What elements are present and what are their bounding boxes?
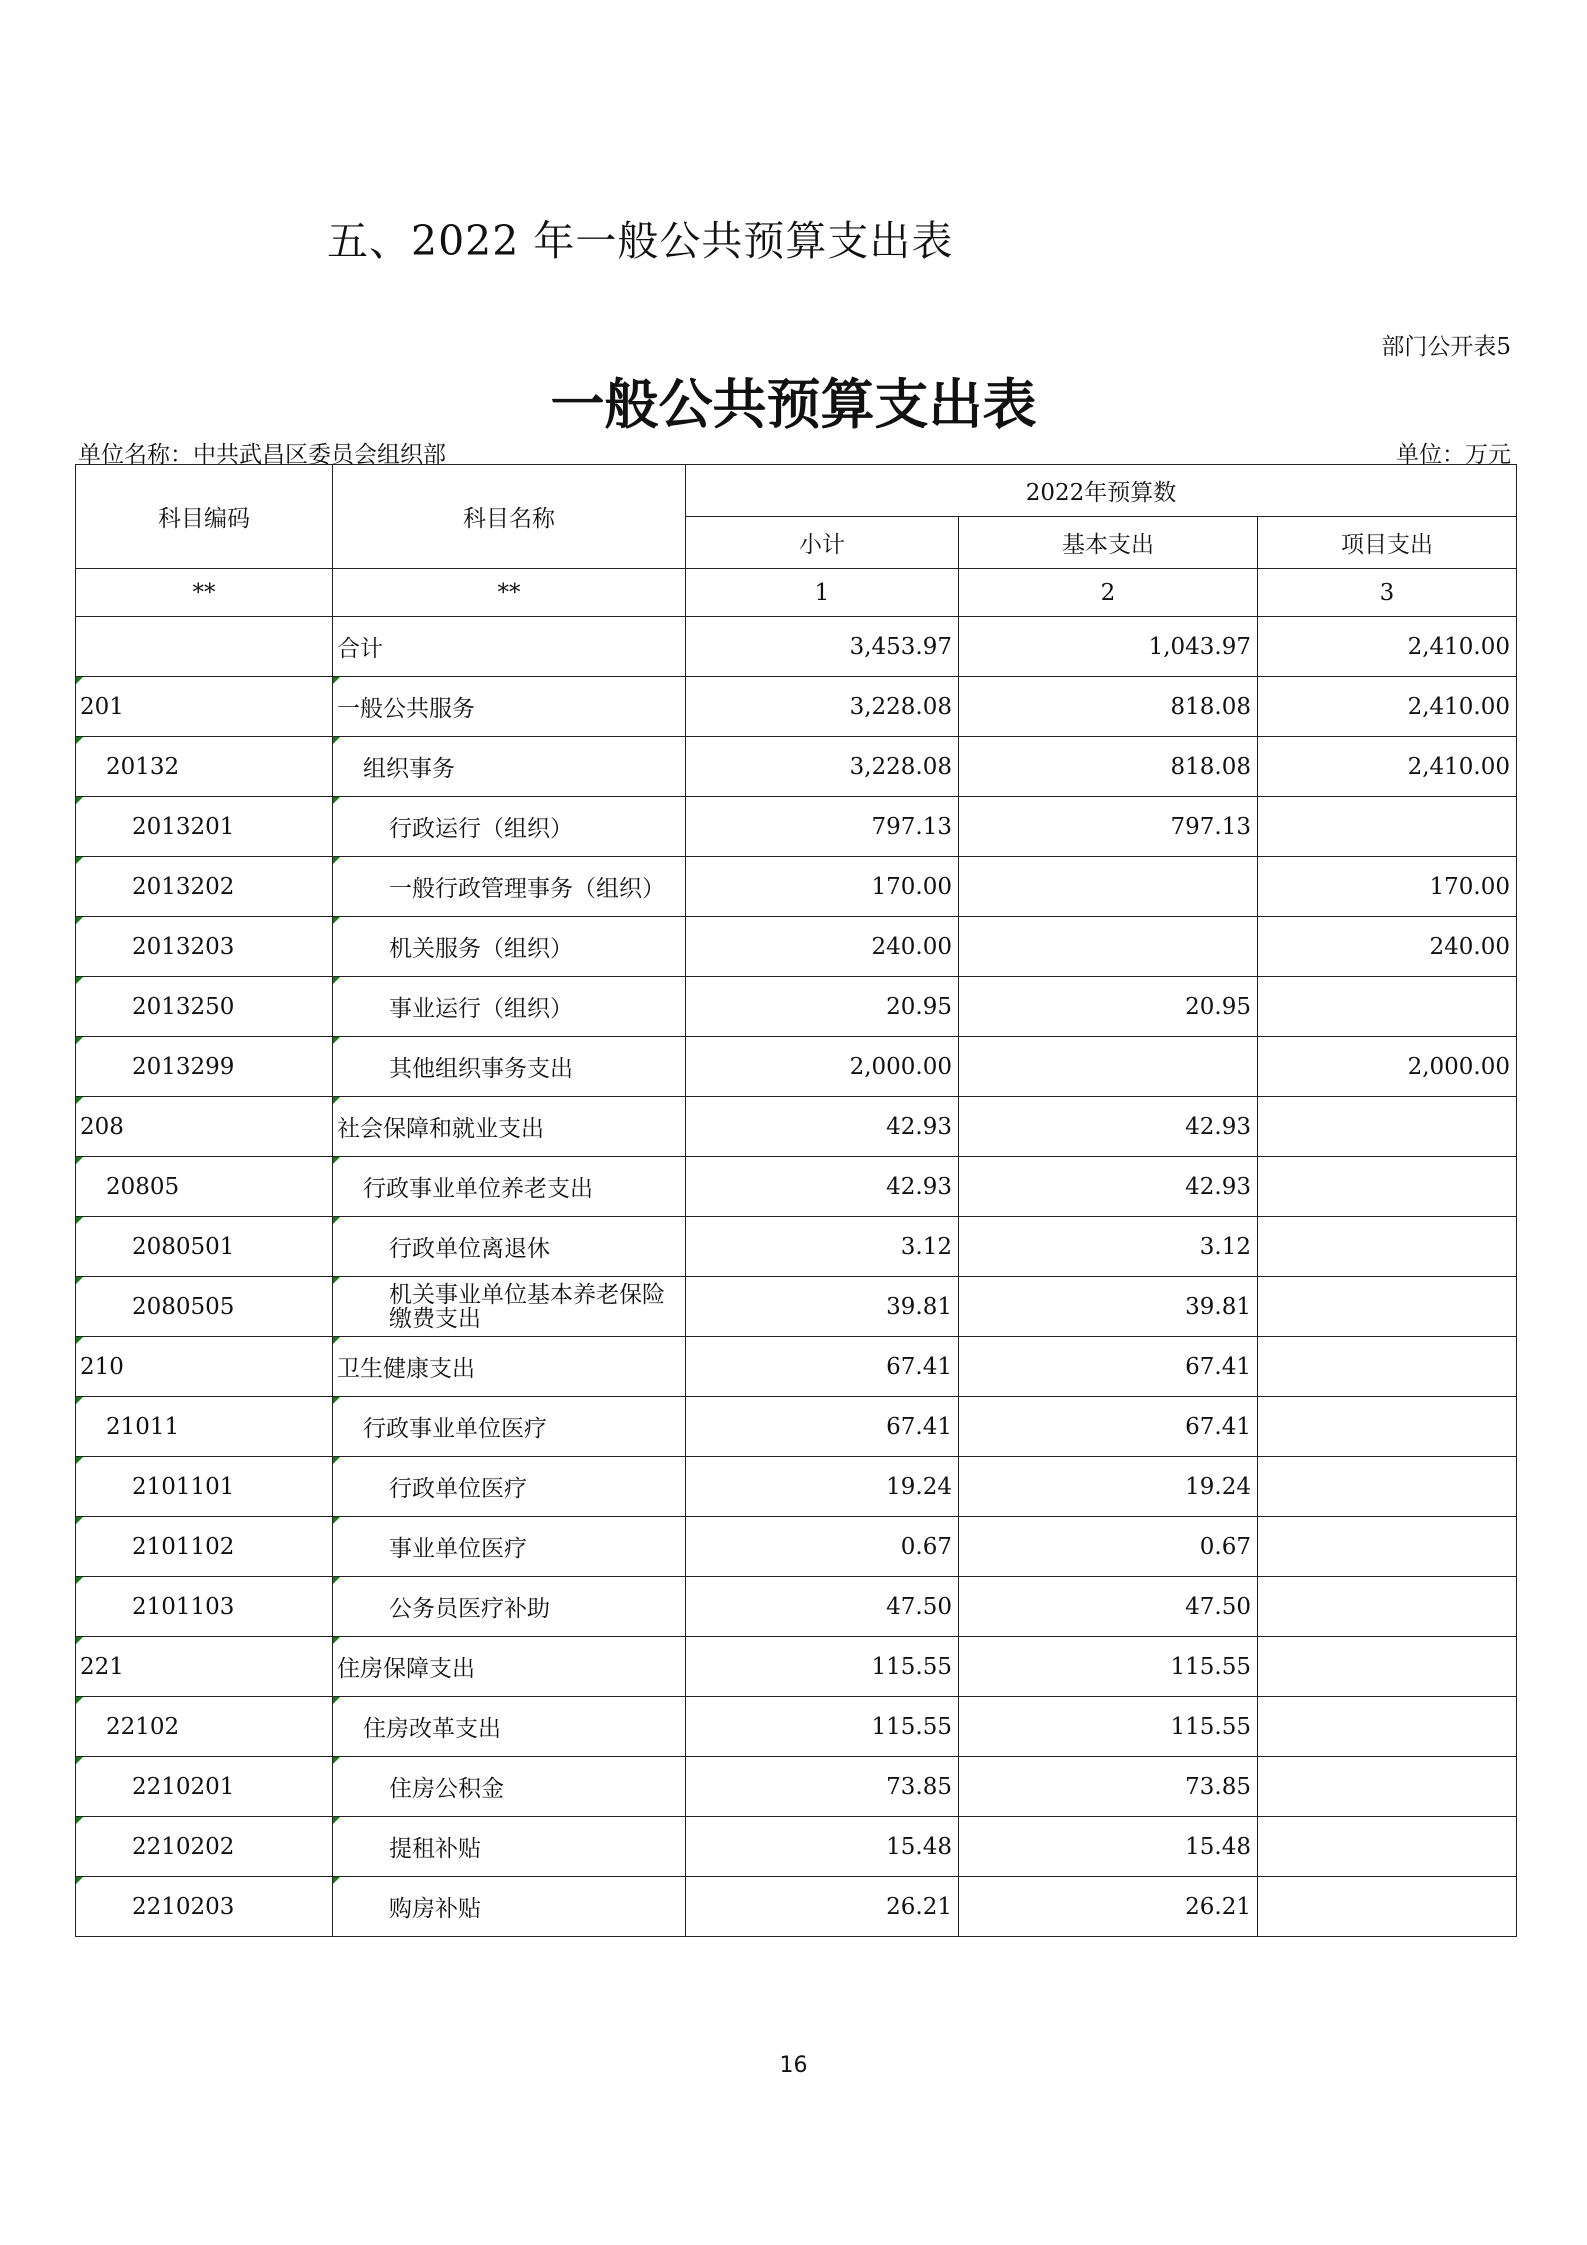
- cell-project: [1258, 1457, 1517, 1517]
- cell-subtotal-text: 67.41: [886, 1353, 952, 1380]
- cell-name: [333, 1277, 686, 1337]
- cell-basic: [959, 857, 1258, 917]
- cell-code: [76, 1277, 333, 1337]
- cell-marker-icon: [333, 1337, 340, 1344]
- cell-marker-icon: [333, 1697, 340, 1704]
- cell-name-text: 一般行政管理事务（组织）: [389, 876, 665, 902]
- cell-basic: [959, 917, 1258, 977]
- cell-code-text: 2080505: [132, 1293, 235, 1320]
- cell-marker-icon: [76, 1397, 83, 1404]
- cell-project-text: 170.00: [1429, 873, 1510, 900]
- header-name: 科目名称: [333, 465, 686, 569]
- cell-basic: [959, 1217, 1258, 1277]
- table-row: [76, 737, 1517, 797]
- table-row: [76, 1757, 1517, 1817]
- cell-basic: [959, 617, 1258, 677]
- cell-name-text: 行政事业单位养老支出: [363, 1176, 593, 1202]
- cell-project: [1258, 1877, 1517, 1937]
- cell-marker-icon: [333, 1157, 340, 1164]
- cell-code: [76, 617, 333, 677]
- cell-code-text: 2101103: [132, 1593, 235, 1620]
- cell-basic-text: 3.12: [1199, 1233, 1251, 1260]
- cell-project: [1258, 797, 1517, 857]
- cell-subtotal-text: 42.93: [886, 1173, 952, 1200]
- cell-subtotal: [686, 1097, 959, 1157]
- cell-name-text: 事业单位医疗: [389, 1536, 527, 1562]
- cell-code-text: 2210201: [132, 1773, 235, 1800]
- cell-marker-icon: [76, 1517, 83, 1524]
- cell-name: [333, 857, 686, 917]
- table-row: [76, 617, 1517, 677]
- cell-subtotal: [686, 1397, 959, 1457]
- cell-code: [76, 1877, 333, 1937]
- unit-name: 单位名称：中共武昌区委员会组织部: [78, 442, 446, 468]
- cell-basic-text: 797.13: [1170, 813, 1251, 840]
- cell-name: [333, 1877, 686, 1937]
- cell-name-text: 机关事业单位基本养老保险缴费支出: [389, 1281, 665, 1332]
- cell-code: [76, 1157, 333, 1217]
- cell-project: [1258, 1757, 1517, 1817]
- cell-subtotal-text: 67.41: [886, 1413, 952, 1440]
- cell-subtotal-text: 42.93: [886, 1113, 952, 1140]
- cell-basic: [959, 1757, 1258, 1817]
- cell-marker-icon: [76, 737, 83, 744]
- cell-code: [76, 977, 333, 1037]
- cell-subtotal-text: 170.00: [871, 873, 952, 900]
- cell-basic-text: 47.50: [1185, 1593, 1251, 1620]
- cell-subtotal: [686, 797, 959, 857]
- cell-name-text: 住房改革支出: [363, 1716, 501, 1742]
- cell-marker-icon: [76, 1097, 83, 1104]
- cell-project: [1258, 1697, 1517, 1757]
- cell-marker-icon: [76, 1037, 83, 1044]
- cell-basic-text: 818.08: [1170, 753, 1251, 780]
- cell-project: [1258, 1577, 1517, 1637]
- table-row: [76, 1397, 1517, 1457]
- cell-project: [1258, 1637, 1517, 1697]
- index-cell: **: [333, 569, 686, 617]
- cell-marker-icon: [76, 917, 83, 924]
- table-row: [76, 1097, 1517, 1157]
- cell-marker-icon: [76, 1817, 83, 1824]
- index-cell: 1: [686, 569, 959, 617]
- cell-marker-icon: [76, 1217, 83, 1224]
- cell-marker-icon: [333, 1097, 340, 1104]
- cell-basic-text: 73.85: [1185, 1773, 1251, 1800]
- cell-subtotal-text: 39.81: [886, 1293, 952, 1320]
- cell-name-text: 行政单位医疗: [389, 1476, 527, 1502]
- cell-basic: [959, 1037, 1258, 1097]
- cell-basic-text: 19.24: [1185, 1473, 1251, 1500]
- cell-subtotal-text: 20.95: [886, 993, 952, 1020]
- table-row: [76, 1037, 1517, 1097]
- table-row: [76, 917, 1517, 977]
- cell-marker-icon: [333, 1517, 340, 1524]
- cell-marker-icon: [333, 1577, 340, 1584]
- cell-subtotal: [686, 1217, 959, 1277]
- cell-basic-text: 42.93: [1185, 1113, 1251, 1140]
- cell-project: [1258, 1397, 1517, 1457]
- cell-name: [333, 1097, 686, 1157]
- cell-subtotal: [686, 1157, 959, 1217]
- header-budget-group: 2022年预算数: [686, 465, 1517, 517]
- cell-marker-icon: [333, 1397, 340, 1404]
- cell-project: [1258, 737, 1517, 797]
- cell-code: [76, 737, 333, 797]
- cell-name-text: 社会保障和就业支出: [337, 1116, 544, 1142]
- cell-marker-icon: [333, 737, 340, 744]
- cell-marker-icon: [333, 977, 340, 984]
- cell-marker-icon: [333, 797, 340, 804]
- cell-code-text: 20805: [106, 1173, 180, 1200]
- cell-subtotal: [686, 917, 959, 977]
- cell-code: [76, 1577, 333, 1637]
- table-row: [76, 1337, 1517, 1397]
- cell-project-text: 2,410.00: [1407, 633, 1510, 660]
- cell-name-text: 其他组织事务支出: [389, 1056, 573, 1082]
- cell-name: [333, 1457, 686, 1517]
- cell-subtotal: [686, 1757, 959, 1817]
- cell-basic: [959, 797, 1258, 857]
- cell-name: [333, 1337, 686, 1397]
- cell-basic: [959, 1637, 1258, 1697]
- cell-basic-text: 39.81: [1185, 1293, 1251, 1320]
- header-subtotal: 小计: [686, 517, 959, 569]
- unit-label: 单位：万元: [1396, 442, 1511, 468]
- table-row: [76, 1817, 1517, 1877]
- cell-name-text: 行政单位离退休: [389, 1236, 550, 1262]
- cell-marker-icon: [333, 1637, 340, 1644]
- cell-code: [76, 1817, 333, 1877]
- cell-code: [76, 1637, 333, 1697]
- cell-name: [333, 977, 686, 1037]
- cell-subtotal-text: 47.50: [886, 1593, 952, 1620]
- table-row: [76, 1157, 1517, 1217]
- cell-project-text: 2,000.00: [1407, 1053, 1510, 1080]
- cell-name: [333, 917, 686, 977]
- budget-expenditure-table: [75, 464, 1517, 1937]
- cell-code: [76, 1217, 333, 1277]
- cell-subtotal-text: 19.24: [886, 1473, 952, 1500]
- cell-name-text: 住房保障支出: [337, 1656, 475, 1682]
- index-cell: **: [76, 569, 333, 617]
- cell-subtotal: [686, 1817, 959, 1877]
- cell-name: [333, 1577, 686, 1637]
- cell-code-text: 2013250: [132, 993, 235, 1020]
- cell-project: [1258, 1097, 1517, 1157]
- cell-subtotal-text: 115.55: [871, 1713, 952, 1740]
- cell-subtotal: [686, 1877, 959, 1937]
- cell-marker-icon: [76, 1337, 83, 1344]
- cell-project: [1258, 1337, 1517, 1397]
- cell-basic: [959, 977, 1258, 1037]
- cell-subtotal-text: 15.48: [886, 1833, 952, 1860]
- cell-basic: [959, 737, 1258, 797]
- cell-code: [76, 1097, 333, 1157]
- cell-code-text: 22102: [106, 1713, 180, 1740]
- cell-code-text: 2013203: [132, 933, 235, 960]
- cell-subtotal: [686, 617, 959, 677]
- cell-code: [76, 1457, 333, 1517]
- cell-basic: [959, 1577, 1258, 1637]
- cell-name: [333, 1637, 686, 1697]
- cell-marker-icon: [333, 1457, 340, 1464]
- cell-code-text: 2013202: [132, 873, 235, 900]
- page-title: 一般公共预算支出表: [550, 373, 1037, 436]
- cell-marker-icon: [333, 917, 340, 924]
- cell-marker-icon: [76, 1157, 83, 1164]
- cell-marker-icon: [333, 677, 340, 684]
- cell-code-text: 221: [80, 1653, 124, 1680]
- cell-name: [333, 617, 686, 677]
- cell-project: [1258, 1217, 1517, 1277]
- table-row: [76, 1277, 1517, 1337]
- cell-marker-icon: [76, 1577, 83, 1584]
- cell-subtotal: [686, 1637, 959, 1697]
- cell-basic: [959, 1877, 1258, 1937]
- cell-name-text: 组织事务: [363, 756, 455, 782]
- cell-name: [333, 1757, 686, 1817]
- cell-code: [76, 677, 333, 737]
- cell-basic: [959, 1697, 1258, 1757]
- cell-code-text: 2210203: [132, 1893, 235, 1920]
- cell-code: [76, 1697, 333, 1757]
- cell-name: [333, 1517, 686, 1577]
- cell-marker-icon: [333, 1817, 340, 1824]
- cell-marker-icon: [76, 857, 83, 864]
- cell-name-text: 住房公积金: [389, 1776, 504, 1802]
- cell-basic-text: 67.41: [1185, 1353, 1251, 1380]
- header-basic: 基本支出: [959, 517, 1258, 569]
- cell-basic-text: 67.41: [1185, 1413, 1251, 1440]
- cell-subtotal: [686, 1037, 959, 1097]
- cell-project: [1258, 617, 1517, 677]
- cell-name: [333, 1037, 686, 1097]
- cell-subtotal: [686, 857, 959, 917]
- cell-subtotal-text: 3,228.08: [849, 693, 952, 720]
- cell-subtotal: [686, 1577, 959, 1637]
- cell-subtotal: [686, 737, 959, 797]
- cell-code: [76, 1517, 333, 1577]
- cell-marker-icon: [333, 1037, 340, 1044]
- cell-project: [1258, 857, 1517, 917]
- cell-code: [76, 1397, 333, 1457]
- cell-name-text: 卫生健康支出: [337, 1356, 475, 1382]
- cell-marker-icon: [76, 977, 83, 984]
- cell-subtotal: [686, 1517, 959, 1577]
- table-row: [76, 857, 1517, 917]
- cell-basic: [959, 1157, 1258, 1217]
- cell-code: [76, 917, 333, 977]
- cell-basic-text: 15.48: [1185, 1833, 1251, 1860]
- cell-basic: [959, 677, 1258, 737]
- table-row: [76, 1217, 1517, 1277]
- cell-code-text: 201: [80, 693, 124, 720]
- cell-basic: [959, 1097, 1258, 1157]
- cell-marker-icon: [76, 1637, 83, 1644]
- table-row: [76, 1457, 1517, 1517]
- cell-subtotal: [686, 1337, 959, 1397]
- cell-project: [1258, 1817, 1517, 1877]
- cell-name-text: 行政事业单位医疗: [363, 1416, 547, 1442]
- cell-subtotal: [686, 977, 959, 1037]
- cell-code: [76, 797, 333, 857]
- cell-code-text: 2101101: [132, 1473, 235, 1500]
- cell-basic: [959, 1517, 1258, 1577]
- cell-code-text: 2210202: [132, 1833, 235, 1860]
- cell-project: [1258, 1277, 1517, 1337]
- cell-project: [1258, 677, 1517, 737]
- cell-project: [1258, 1157, 1517, 1217]
- cell-name: [333, 1217, 686, 1277]
- cell-project: [1258, 977, 1517, 1037]
- cell-name: [333, 1697, 686, 1757]
- header-code: 科目编码: [76, 465, 333, 569]
- cell-basic: [959, 1337, 1258, 1397]
- cell-basic: [959, 1457, 1258, 1517]
- cell-basic-text: 42.93: [1185, 1173, 1251, 1200]
- cell-marker-icon: [76, 1697, 83, 1704]
- table-row: [76, 677, 1517, 737]
- cell-project: [1258, 1517, 1517, 1577]
- cell-name-text: 购房补贴: [389, 1896, 481, 1922]
- cell-marker-icon: [76, 1457, 83, 1464]
- cell-basic: [959, 1277, 1258, 1337]
- cell-basic-text: 0.67: [1199, 1533, 1251, 1560]
- cell-project-text: 240.00: [1429, 933, 1510, 960]
- cell-code-text: 2013201: [132, 813, 235, 840]
- cell-code: [76, 1037, 333, 1097]
- cell-name: [333, 737, 686, 797]
- cell-project: [1258, 917, 1517, 977]
- cell-marker-icon: [333, 1757, 340, 1764]
- table-row: [76, 1877, 1517, 1937]
- cell-name-text: 公务员医疗补助: [389, 1596, 550, 1622]
- cell-basic: [959, 1397, 1258, 1457]
- cell-name-text: 提租补贴: [389, 1836, 481, 1862]
- cell-basic-text: 26.21: [1185, 1893, 1251, 1920]
- cell-code-text: 2013299: [132, 1053, 235, 1080]
- cell-basic-text: 818.08: [1170, 693, 1251, 720]
- cell-marker-icon: [333, 1877, 340, 1884]
- cell-name: [333, 1397, 686, 1457]
- cell-name: [333, 677, 686, 737]
- cell-subtotal-text: 240.00: [871, 933, 952, 960]
- cell-subtotal: [686, 677, 959, 737]
- table-row: [76, 1517, 1517, 1577]
- cell-marker-icon: [76, 1757, 83, 1764]
- cell-marker-icon: [333, 1277, 340, 1284]
- cell-subtotal-text: 797.13: [871, 813, 952, 840]
- page-number: 16: [779, 2053, 808, 2078]
- table-row: [76, 1697, 1517, 1757]
- cell-subtotal-text: 26.21: [886, 1893, 952, 1920]
- cell-project-text: 2,410.00: [1407, 693, 1510, 720]
- cell-code: [76, 857, 333, 917]
- form-number: 部门公开表5: [1381, 334, 1511, 360]
- cell-subtotal-text: 3,228.08: [849, 753, 952, 780]
- cell-subtotal-text: 3,453.97: [849, 633, 952, 660]
- cell-subtotal-text: 3.12: [900, 1233, 952, 1260]
- cell-name-text: 一般公共服务: [337, 696, 475, 722]
- cell-name: [333, 797, 686, 857]
- cell-code-text: 2101102: [132, 1533, 235, 1560]
- cell-marker-icon: [333, 1217, 340, 1224]
- cell-code-text: 20132: [106, 753, 180, 780]
- cell-marker-icon: [76, 1277, 83, 1284]
- cell-code-text: 2080501: [132, 1233, 235, 1260]
- cell-subtotal-text: 0.67: [900, 1533, 952, 1560]
- cell-name-text: 事业运行（组织）: [389, 996, 573, 1022]
- cell-marker-icon: [76, 797, 83, 804]
- table-row: [76, 797, 1517, 857]
- cell-subtotal-text: 2,000.00: [849, 1053, 952, 1080]
- cell-basic-text: 115.55: [1170, 1653, 1251, 1680]
- cell-basic-text: 1,043.97: [1148, 633, 1251, 660]
- cell-code-text: 208: [80, 1113, 124, 1140]
- cell-name: [333, 1817, 686, 1877]
- cell-subtotal: [686, 1697, 959, 1757]
- cell-subtotal: [686, 1457, 959, 1517]
- table-body: [76, 617, 1517, 1937]
- cell-basic-text: 20.95: [1185, 993, 1251, 1020]
- cell-basic: [959, 1817, 1258, 1877]
- cell-project-text: 2,410.00: [1407, 753, 1510, 780]
- table-row: [76, 1637, 1517, 1697]
- section-heading: 五、2022 年一般公共预算支出表: [327, 217, 954, 265]
- table-row: [76, 977, 1517, 1037]
- cell-name-text: 行政运行（组织）: [389, 816, 573, 842]
- cell-code: [76, 1337, 333, 1397]
- table-row: [76, 1577, 1517, 1637]
- cell-code-text: 21011: [106, 1413, 180, 1440]
- cell-basic-text: 115.55: [1170, 1713, 1251, 1740]
- cell-name-text: 机关服务（组织）: [389, 936, 573, 962]
- cell-subtotal-text: 115.55: [871, 1653, 952, 1680]
- cell-marker-icon: [333, 857, 340, 864]
- cell-subtotal: [686, 1277, 959, 1337]
- cell-marker-icon: [76, 1877, 83, 1884]
- cell-name-text: 合计: [337, 636, 383, 662]
- cell-name: [333, 1157, 686, 1217]
- index-cell: 3: [1258, 569, 1517, 617]
- cell-code: [76, 1757, 333, 1817]
- cell-code-text: 210: [80, 1353, 124, 1380]
- cell-project: [1258, 1037, 1517, 1097]
- cell-subtotal-text: 73.85: [886, 1773, 952, 1800]
- index-cell: 2: [959, 569, 1258, 617]
- header-project: 项目支出: [1258, 517, 1517, 569]
- cell-marker-icon: [76, 677, 83, 684]
